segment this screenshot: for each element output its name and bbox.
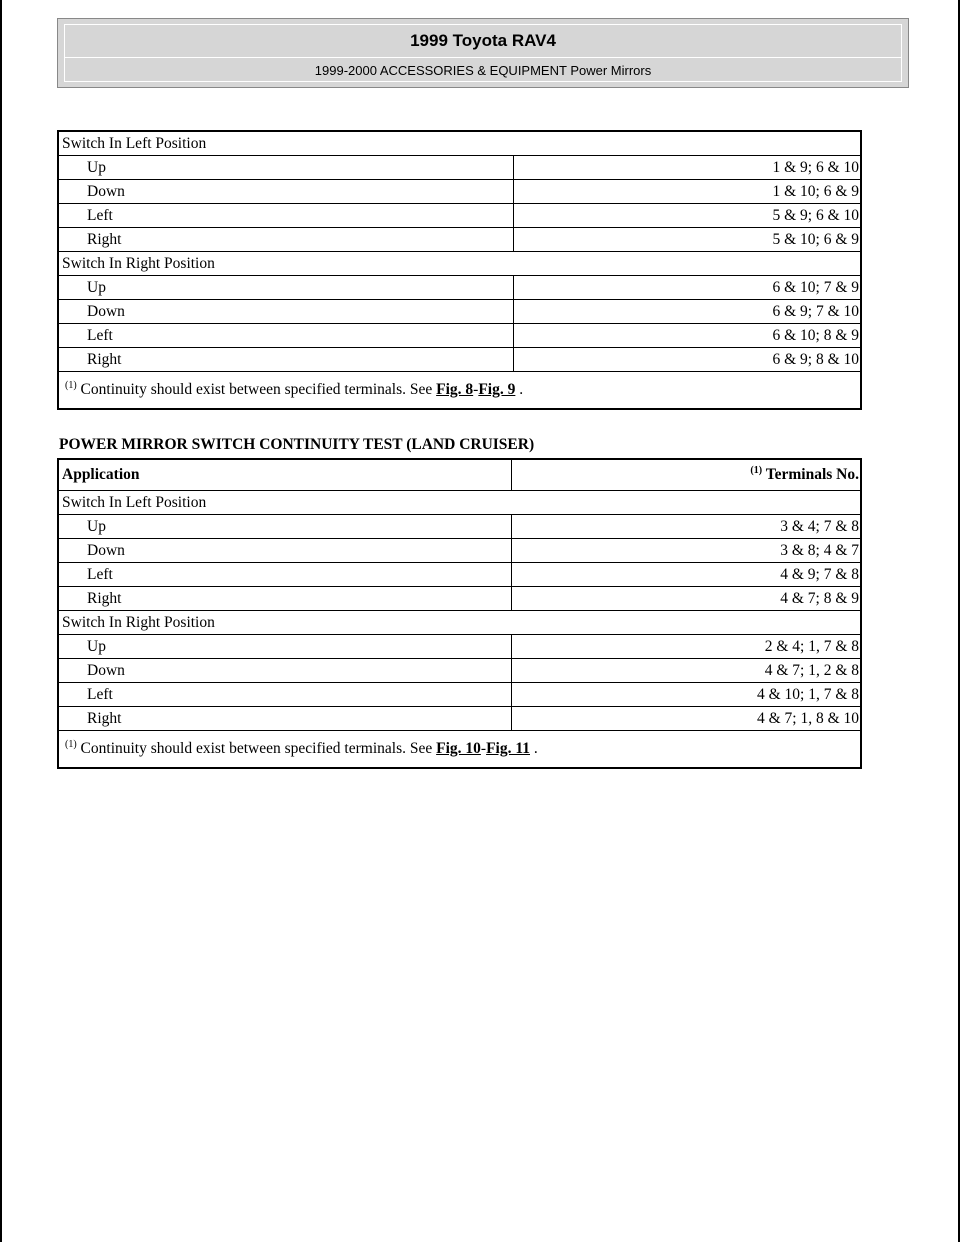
row-label: Left (58, 563, 512, 587)
table-row (58, 156, 861, 180)
document-subtitle: 1999-2000 ACCESSORIES & EQUIPMENT Power Mirrors (314, 63, 652, 78)
row-label: Up (58, 515, 512, 539)
footnote-marker: (1) (65, 379, 77, 391)
row-label: Up (58, 156, 514, 180)
row-label: Down (58, 539, 512, 563)
row-value: 3 & 8; 4 & 7 (512, 539, 862, 563)
table-row (58, 539, 861, 563)
fig-8-link[interactable]: Fig. 8 (436, 381, 474, 398)
table-row (58, 587, 861, 611)
header-divider (65, 57, 901, 58)
footnote-separator: - (480, 740, 487, 757)
row-value: 5 & 9; 6 & 10 (514, 204, 862, 228)
page-border-left (0, 0, 2, 1242)
footnote (58, 731, 861, 769)
terminals-header-label: Terminals No. (765, 466, 859, 483)
continuity-table-land-cruiser (57, 458, 862, 769)
table-row (58, 659, 861, 683)
row-value: 1 & 10; 6 & 9 (514, 180, 862, 204)
row-value: 4 & 7; 8 & 9 (512, 587, 862, 611)
table-row (58, 228, 861, 252)
section-row-left (58, 131, 861, 156)
footnote-end: . (519, 381, 524, 398)
column-header-terminals (512, 459, 862, 491)
row-value: 2 & 4; 1, 7 & 8 (512, 635, 862, 659)
table-row (58, 683, 861, 707)
footnote-row (58, 731, 861, 769)
table-row (58, 180, 861, 204)
row-label: Right (58, 348, 514, 372)
row-value: 6 & 10; 8 & 9 (514, 324, 862, 348)
section-row-left (58, 491, 861, 515)
row-value: 1 & 9; 6 & 10 (514, 156, 862, 180)
row-value: 4 & 10; 1, 7 & 8 (512, 683, 862, 707)
footnote-marker: (1) (65, 738, 77, 750)
fig-10-link[interactable]: Fig. 10 (436, 740, 481, 757)
row-label: Left (58, 204, 514, 228)
table-row (58, 276, 861, 300)
row-label: Right (58, 228, 514, 252)
footnote-row (58, 372, 861, 410)
row-value: 6 & 10; 7 & 9 (514, 276, 862, 300)
table-row (58, 515, 861, 539)
footnote-text: Continuity should exist between specified terminals. See (80, 381, 433, 398)
section-label: Switch In Right Position (58, 611, 861, 635)
fig-11-link[interactable]: Fig. 11 (486, 740, 530, 757)
fig-9-link[interactable]: Fig. 9 (478, 381, 516, 398)
footnote-text: Continuity should exist between specified terminals. See (80, 740, 433, 757)
table-row (58, 204, 861, 228)
row-label: Right (58, 587, 512, 611)
column-header-application: Application (58, 459, 512, 491)
page-header (57, 18, 909, 88)
page-header-inner (64, 24, 902, 82)
table-row (58, 563, 861, 587)
section-row-right (58, 611, 861, 635)
footnote (58, 372, 861, 410)
row-label: Left (58, 324, 514, 348)
row-value: 4 & 7; 1, 2 & 8 (512, 659, 862, 683)
row-label: Down (58, 180, 514, 204)
row-value: 6 & 9; 7 & 10 (514, 300, 862, 324)
terminals-footnote-marker: (1) (750, 464, 763, 476)
document-title: 1999 Toyota RAV4 (410, 31, 556, 50)
table-header-row (58, 459, 861, 491)
table-row (58, 324, 861, 348)
row-label: Down (58, 300, 514, 324)
table-title-land-cruiser: POWER MIRROR SWITCH CONTINUITY TEST (LAND CRUISER) (59, 436, 535, 453)
table-row (58, 707, 861, 731)
row-label: Down (58, 659, 512, 683)
table-row (58, 300, 861, 324)
continuity-table-rav4 (57, 130, 862, 410)
row-label: Right (58, 707, 512, 731)
section-row-right (58, 252, 861, 276)
row-value: 6 & 9; 8 & 10 (514, 348, 862, 372)
row-value: 4 & 7; 1, 8 & 10 (512, 707, 862, 731)
row-label: Left (58, 683, 512, 707)
section-label: Switch In Right Position (58, 252, 861, 276)
footnote-separator: - (473, 381, 479, 398)
footnote-end: . (533, 740, 538, 757)
row-value: 5 & 10; 6 & 9 (514, 228, 862, 252)
section-label: Switch In Left Position (58, 491, 861, 515)
table-row (58, 635, 861, 659)
row-value: 4 & 9; 7 & 8 (512, 563, 862, 587)
row-value: 3 & 4; 7 & 8 (512, 515, 862, 539)
row-label: Up (58, 635, 512, 659)
section-label: Switch In Left Position (58, 131, 861, 156)
table-row (58, 348, 861, 372)
row-label: Up (58, 276, 514, 300)
